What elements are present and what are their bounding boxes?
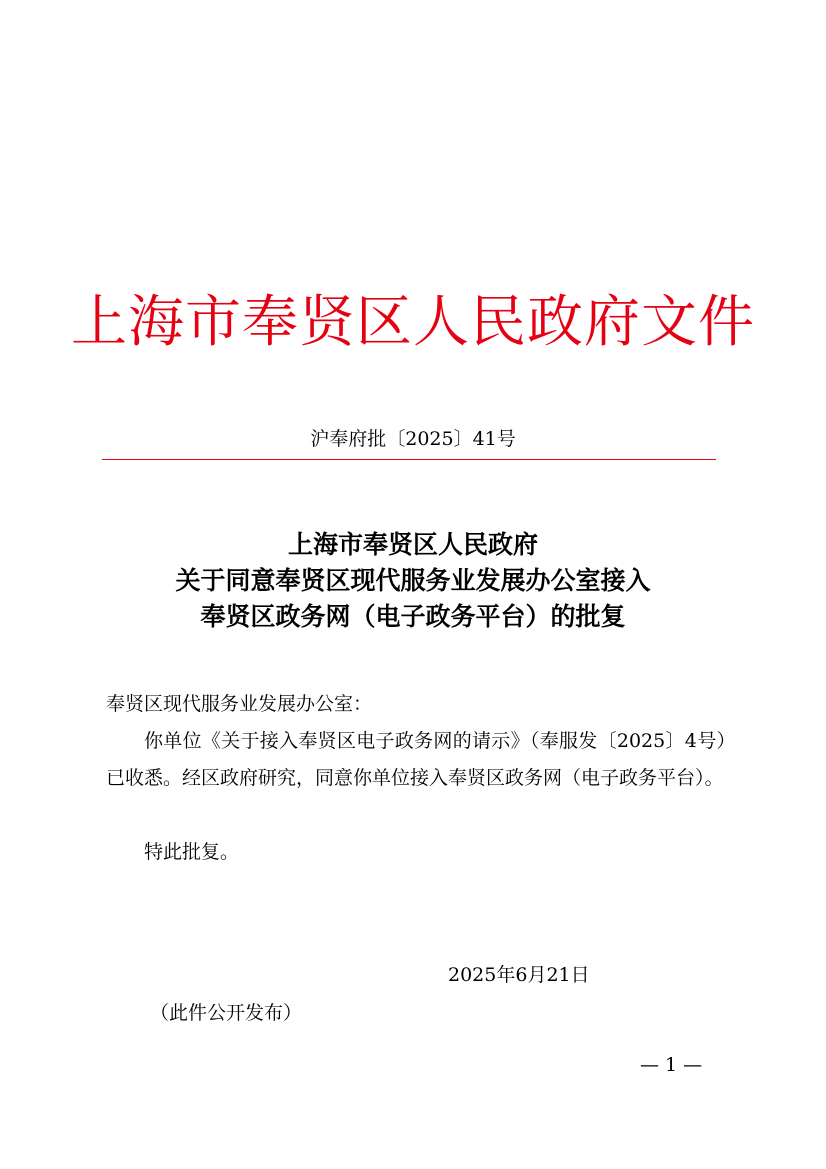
- title-line-3: 奉贤区政务网（电子政务平台）的批复: [200, 602, 626, 631]
- closing-phrase: 特此批复。: [144, 841, 240, 863]
- title-line-2: 关于同意奉贤区现代服务业发展办公室接入: [175, 566, 651, 595]
- page-number: — 1 —: [640, 1054, 703, 1076]
- addressee: 奉贤区现代服务业发展办公室：: [106, 693, 373, 715]
- document-title: [0, 527, 826, 635]
- title-line-1: 上海市奉贤区人民政府: [287, 530, 538, 559]
- issue-date: 2025年6月21日: [448, 964, 590, 986]
- publication-note: （此件公开发布）: [150, 1002, 303, 1024]
- document-number: 沪奉府批〔2025〕41号: [310, 428, 516, 450]
- masthead-title: 上海市奉贤区人民政府文件: [71, 290, 755, 355]
- red-divider-line: [102, 459, 716, 460]
- body-paragraph: 你单位《关于接入奉贤区电子政务网的请示》（奉服发〔2025〕4号）已收悉。经区政府研究，同意你单位接入奉贤区政务网（电子政务平台）。: [106, 730, 726, 789]
